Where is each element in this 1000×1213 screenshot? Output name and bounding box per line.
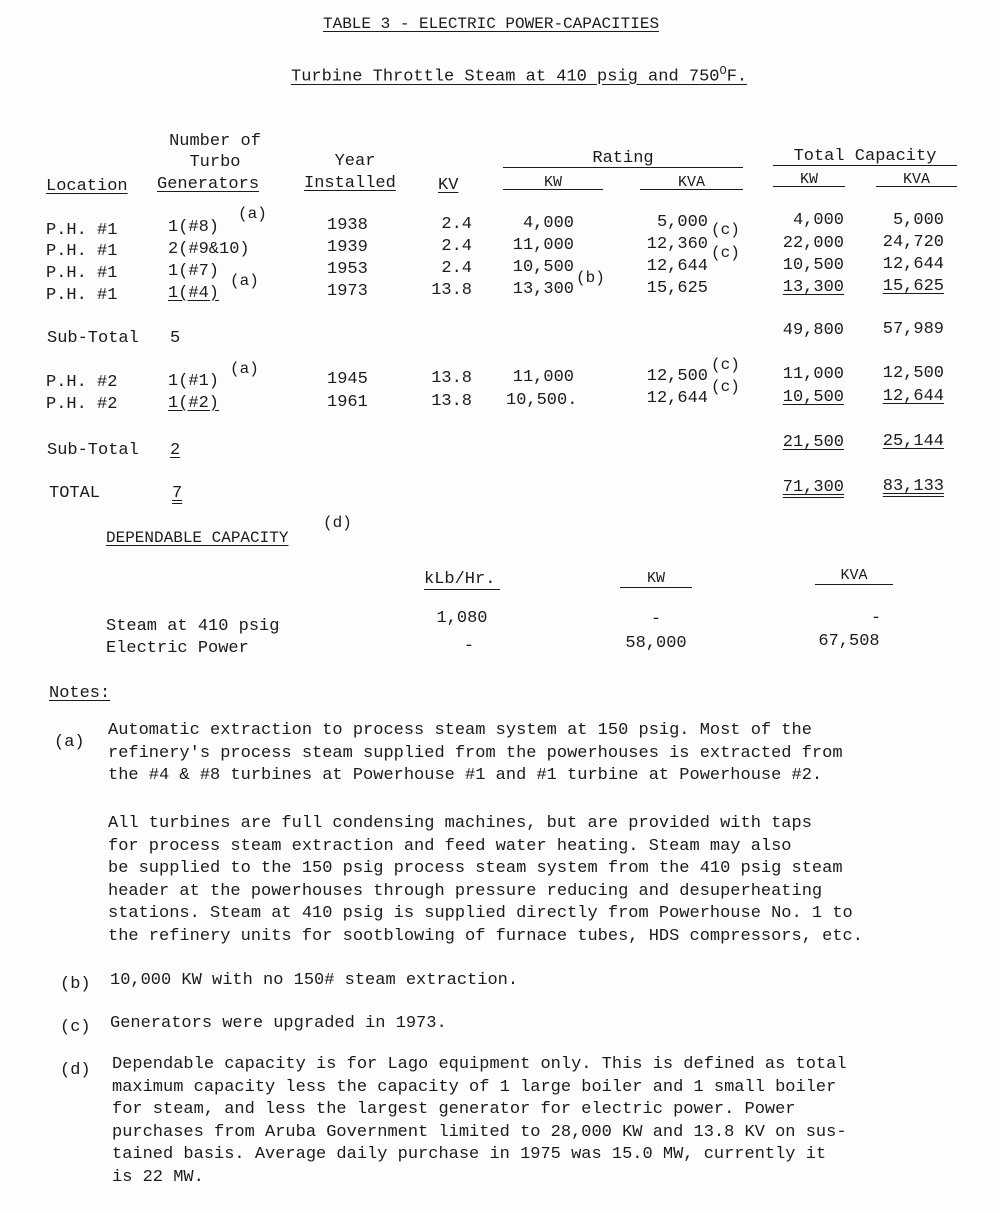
row-total-kva: 12,500 bbox=[882, 364, 944, 383]
row-generators: 1(#8) bbox=[168, 218, 220, 237]
header-kv: KV bbox=[438, 176, 459, 195]
total-kva-rule bbox=[876, 186, 957, 187]
row-generators: 1(#2) bbox=[168, 394, 220, 413]
row-location: P.H. #2 bbox=[46, 373, 118, 392]
row-total-kva: 12,644 bbox=[882, 387, 944, 406]
header-total-capacity: Total Capacity bbox=[793, 147, 937, 166]
row-total-kw: 13,300 bbox=[782, 278, 844, 297]
note-label-d: (d) bbox=[60, 1061, 91, 1080]
footnote-mark: (a) bbox=[230, 360, 259, 378]
row-kva: 12,500 bbox=[646, 367, 708, 386]
header-installed: Installed bbox=[304, 174, 396, 193]
dependable-row-kw: 58,000 bbox=[625, 634, 687, 653]
footnote-mark: (c) bbox=[711, 356, 740, 374]
dependable-klb-rule bbox=[424, 589, 500, 590]
row-location: P.H. #1 bbox=[46, 264, 118, 283]
dependable-title: DEPENDABLE CAPACITY bbox=[106, 529, 289, 547]
dependable-header-kw: KW bbox=[646, 570, 665, 587]
row-total-kw: 4,000 bbox=[792, 211, 844, 230]
dependable-row-klb: - bbox=[463, 637, 475, 656]
footnote-mark: (b) bbox=[576, 269, 605, 287]
subtotal-total-kw: 21,500 bbox=[782, 433, 844, 452]
header-rating-kva: KVA bbox=[677, 174, 705, 191]
row-year: 1973 bbox=[327, 282, 368, 301]
row-kva: 12,644 bbox=[646, 389, 708, 408]
subtotal-total-kw: 49,800 bbox=[782, 321, 844, 340]
subtotal-label: Sub-Total bbox=[47, 441, 139, 460]
row-kw: 10,500 bbox=[512, 258, 574, 277]
note-label-a: (a) bbox=[54, 733, 85, 752]
row-kv: 13.8 bbox=[431, 392, 472, 411]
dependable-header-klb: kLb/Hr. bbox=[424, 570, 496, 589]
row-total-kw: 22,000 bbox=[782, 234, 844, 253]
row-total-kw: 11,000 bbox=[782, 365, 844, 384]
dependable-row-kw: - bbox=[650, 610, 662, 629]
footnote-mark: (a) bbox=[238, 205, 267, 223]
header-rating-kw: KW bbox=[543, 174, 562, 191]
note-d-text: Dependable capacity is for Lago equipment only. This is defined as total maximum capacity less the capacity of 1 large boiler and 1 small boiler for steam, and less the largest generator for electric power. Power purchases from Aruba Government limited to 28,000 KW and 13.8 KV on sus- tained basis. Average daily purchase in 1975 was 15.0 MW, currently it is 22 MW. bbox=[112, 1055, 847, 1187]
row-kw: 10,500. bbox=[506, 391, 578, 410]
row-location: P.H. #2 bbox=[46, 395, 118, 414]
dependable-kw-rule bbox=[620, 587, 692, 588]
footnote-mark: (d) bbox=[323, 514, 352, 532]
row-location: P.H. #1 bbox=[46, 242, 118, 261]
row-generators: 1(#1) bbox=[168, 372, 220, 391]
row-kv: 2.4 bbox=[441, 215, 472, 234]
row-generators: 2(#9&10) bbox=[168, 240, 250, 259]
row-kva: 12,360 bbox=[646, 235, 708, 254]
row-total-kva: 12,644 bbox=[882, 255, 944, 274]
header-total-kva: KVA bbox=[902, 171, 930, 188]
table-subtitle: Turbine Throttle Steam at 410 psig and $750^OF$. bbox=[291, 64, 748, 87]
row-kva: 12,644 bbox=[646, 257, 708, 276]
dependable-header-kva: KVA bbox=[840, 567, 868, 584]
total-kva: 83,133 bbox=[882, 477, 944, 496]
row-kv: 2.4 bbox=[441, 237, 472, 256]
row-year: 1938 bbox=[327, 216, 368, 235]
row-kv: 13.8 bbox=[431, 369, 472, 388]
row-total-kva: 5,000 bbox=[892, 211, 944, 230]
header-total-kw: KW bbox=[799, 171, 818, 188]
rating-kva-rule bbox=[640, 189, 743, 190]
header-location: Location bbox=[46, 177, 128, 196]
subtotal-count: 5 bbox=[170, 329, 181, 348]
row-kva: 15,625 bbox=[646, 279, 708, 298]
row-total-kva: 15,625 bbox=[882, 277, 944, 296]
row-total-kw: 10,500 bbox=[782, 388, 844, 407]
row-kw: 13,300 bbox=[512, 280, 574, 299]
rating-rule bbox=[503, 167, 743, 168]
rating-kw-rule bbox=[503, 189, 603, 190]
row-year: 1939 bbox=[327, 238, 368, 257]
note-a-paragraph-1: Automatic extraction to process steam system at 150 psig. Most of the refinery's process steam supplied from the powerhouses is extracted from the #4 & #8 turbines at Powerhouse #1 and #1 turbine at Powerhouse #2. bbox=[108, 721, 843, 785]
table-title: TABLE 3 - ELECTRIC POWER-CAPACITIES bbox=[323, 15, 660, 33]
dependable-row-label: Electric Power bbox=[106, 639, 249, 658]
footnote-mark: (a) bbox=[230, 272, 259, 290]
notes-title: Notes: bbox=[49, 684, 111, 703]
note-label-b: (b) bbox=[60, 975, 91, 994]
header-number-of: Number of bbox=[169, 132, 261, 151]
row-total-kva: 24,720 bbox=[882, 233, 944, 252]
row-year: 1961 bbox=[327, 393, 368, 412]
subtotal-label: Sub-Total bbox=[47, 329, 139, 348]
header-year: Year bbox=[334, 152, 376, 171]
total-count: 7 bbox=[172, 484, 183, 503]
dependable-row-klb: 1,080 bbox=[436, 609, 488, 628]
row-kw: 4,000 bbox=[522, 214, 574, 233]
dependable-row-kva: 67,508 bbox=[818, 632, 880, 651]
note-c-text: Generators were upgraded in 1973. bbox=[110, 1014, 447, 1033]
header-turbo: Turbo bbox=[189, 153, 241, 172]
header-rating: Rating bbox=[592, 149, 654, 168]
footnote-mark: (c) bbox=[711, 244, 740, 262]
total-kw-rule bbox=[773, 186, 845, 187]
row-kva: 5,000 bbox=[656, 213, 708, 232]
dependable-row-label: Steam at 410 psig bbox=[106, 617, 280, 636]
dependable-row-kva: - bbox=[870, 609, 882, 628]
note-label-c: (c) bbox=[60, 1018, 91, 1037]
footnote-mark: (c) bbox=[711, 221, 740, 239]
note-b-text: 10,000 KW with no 150# steam extraction. bbox=[110, 971, 519, 990]
row-generators: 1(#4) bbox=[168, 284, 220, 303]
row-location: P.H. #1 bbox=[46, 221, 118, 240]
row-kv: 2.4 bbox=[441, 259, 472, 278]
row-generators: 1(#7) bbox=[168, 262, 220, 281]
subtotal-count: 2 bbox=[170, 441, 181, 460]
row-location: P.H. #1 bbox=[46, 286, 118, 305]
footnote-mark: (c) bbox=[711, 378, 740, 396]
dependable-kva-rule bbox=[815, 584, 893, 585]
row-kw: 11,000 bbox=[512, 368, 574, 387]
row-year: 1945 bbox=[327, 370, 368, 389]
subtotal-total-kva: 25,144 bbox=[882, 432, 944, 451]
total-capacity-rule bbox=[773, 165, 957, 166]
subtotal-total-kva: 57,989 bbox=[882, 320, 944, 339]
total-kw: 71,300 bbox=[782, 478, 844, 497]
row-kv: 13.8 bbox=[431, 281, 472, 300]
total-label: TOTAL bbox=[49, 484, 101, 503]
row-kw: 11,000 bbox=[512, 236, 574, 255]
header-generators: Generators bbox=[157, 175, 260, 194]
row-year: 1953 bbox=[327, 260, 368, 279]
note-a-paragraph-2: All turbines are full condensing machines, but are provided with taps for process steam extraction and feed water heating. Steam may also be supplied to the 150 psig process steam system from the 410 psig steam header at the powerhouses through pressure reducing and desuperheating stations. Steam at 410 psig is supplied directly from Powerhouse No. 1 to the refinery units for sootblowing of furnace tubes, HDS compressors, etc. bbox=[108, 814, 863, 946]
row-total-kw: 10,500 bbox=[782, 256, 844, 275]
